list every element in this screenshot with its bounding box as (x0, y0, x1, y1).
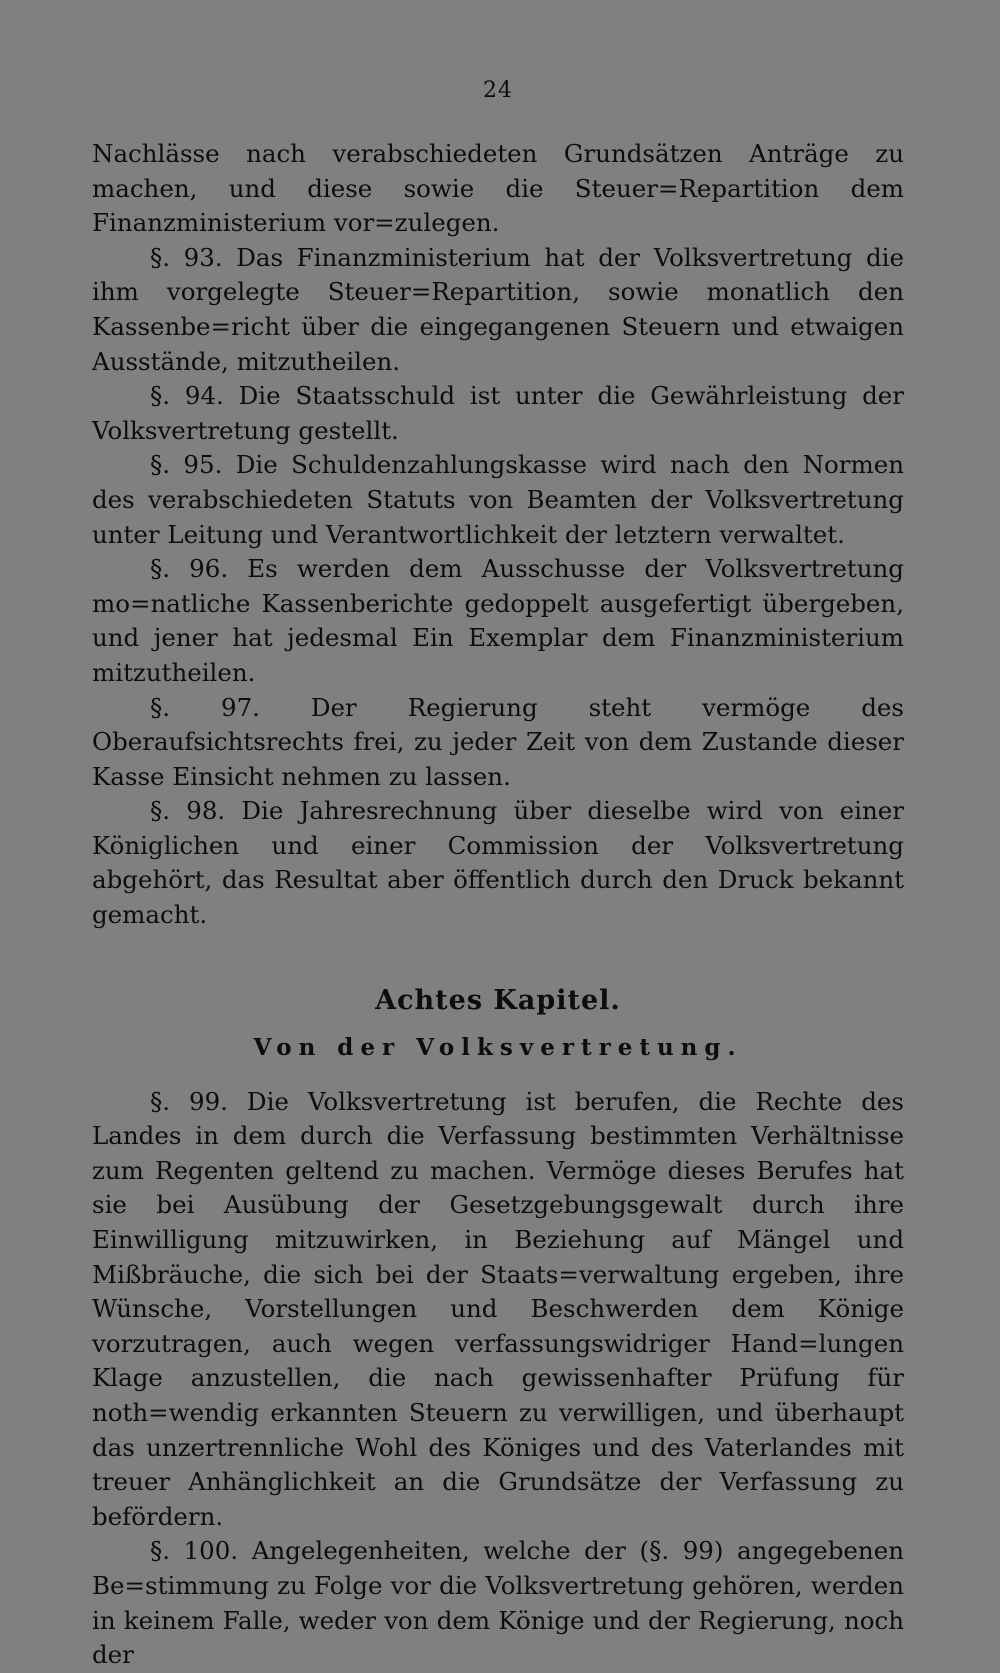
paragraph-section-100: §. 100. Angelegenheiten, welche der (§. 99) angegebenen Be=stimmung zu Folge vor die Volksvertretung gehören, werden in keinem Falle, weder von dem Könige und der Regierung, noch der (92, 1536, 904, 1670)
paragraph-section-99: §. 99. Die Volksvertretung ist berufen, die Rechte des Landes in dem durch die Verfassung bestimmten Verhältnisse zum Regenten geltend zu machen. Vermöge dieses Berufes hat sie bei Ausübung der Gesetzgebungsgewalt durch ihre Einwilligung mitzuwirken, in Beziehung auf Mängel und Mißbräuche, die sich bei der Staats=verwaltung ergeben, ihre Wünsche, Vorstellungen und Beschwerden dem Könige vorzutragen, auch wegen verfassungswidriger Hand=lungen Klage anzustellen, die nach gewissenhafter Prüfung für noth=wendig erkannten Steuern zu verwilligen, und überhaupt das unzertrennliche Wohl des Königes und des Vaterlandes mit treuer Anhänglichkeit an die Grundsätze der Verfassung zu befördern. (92, 1086, 904, 1531)
sections-after-chapter (92, 1085, 904, 1673)
document-page (92, 78, 904, 1673)
paragraph-section-98: §. 98. Die Jahresrechnung über dieselbe wird von einer Königlichen und einer Commission der Volksvertretung abgehört, das Resultat aber öffentlich durch den Druck bekannt gemacht. (92, 796, 904, 930)
paragraph-section-94: §. 94. Die Staatsschuld ist unter die Gewährleistung der Volksvertretung gestellt. (92, 381, 904, 445)
paragraph-section-95: §. 95. Die Schuldenzahlungskasse wird nach den Normen des verabschiedeten Statuts von Beamten der Volksvertretung unter Leitung und Verantwortlichkeit der letztern verwaltet. (92, 450, 904, 549)
paragraph-section-93: §. 93. Das Finanzministerium hat der Volksvertretung die ihm vorgelegte Steuer=Repartition, sowie monatlich den Kassenbe=richt über die eingegangenen Steuern und etwaigen Ausstände, mitzutheilen. (92, 242, 904, 376)
paragraph-section-97: §. 97. Der Regierung steht vermöge des Oberaufsichtsrechts frei, zu jeder Zeit von dem Zustande dieser Kasse Einsicht nehmen zu lassen. (92, 692, 904, 791)
chapter-title: Achtes Kapitel. (375, 984, 621, 1016)
paragraph-section-96: §. 96. Es werden dem Ausschusse der Volksvertretung mo=natliche Kassenberichte gedoppelt ausgefertigt übergeben, und jener hat jedesmal Ein Exemplar dem Finanzministerium mitzutheilen. (92, 554, 904, 687)
chapter-subtitle: Von der Volksvertretung. (253, 1033, 743, 1061)
paragraph-continuation: Nachlässe nach verabschiedeten Grundsätzen Anträge zu machen, und diese sowie die Steuer=Repartition dem Finanzministerium vor=zulegen. (92, 139, 904, 238)
page-number: 24 (483, 78, 513, 103)
sections-before-chapter (92, 137, 904, 933)
